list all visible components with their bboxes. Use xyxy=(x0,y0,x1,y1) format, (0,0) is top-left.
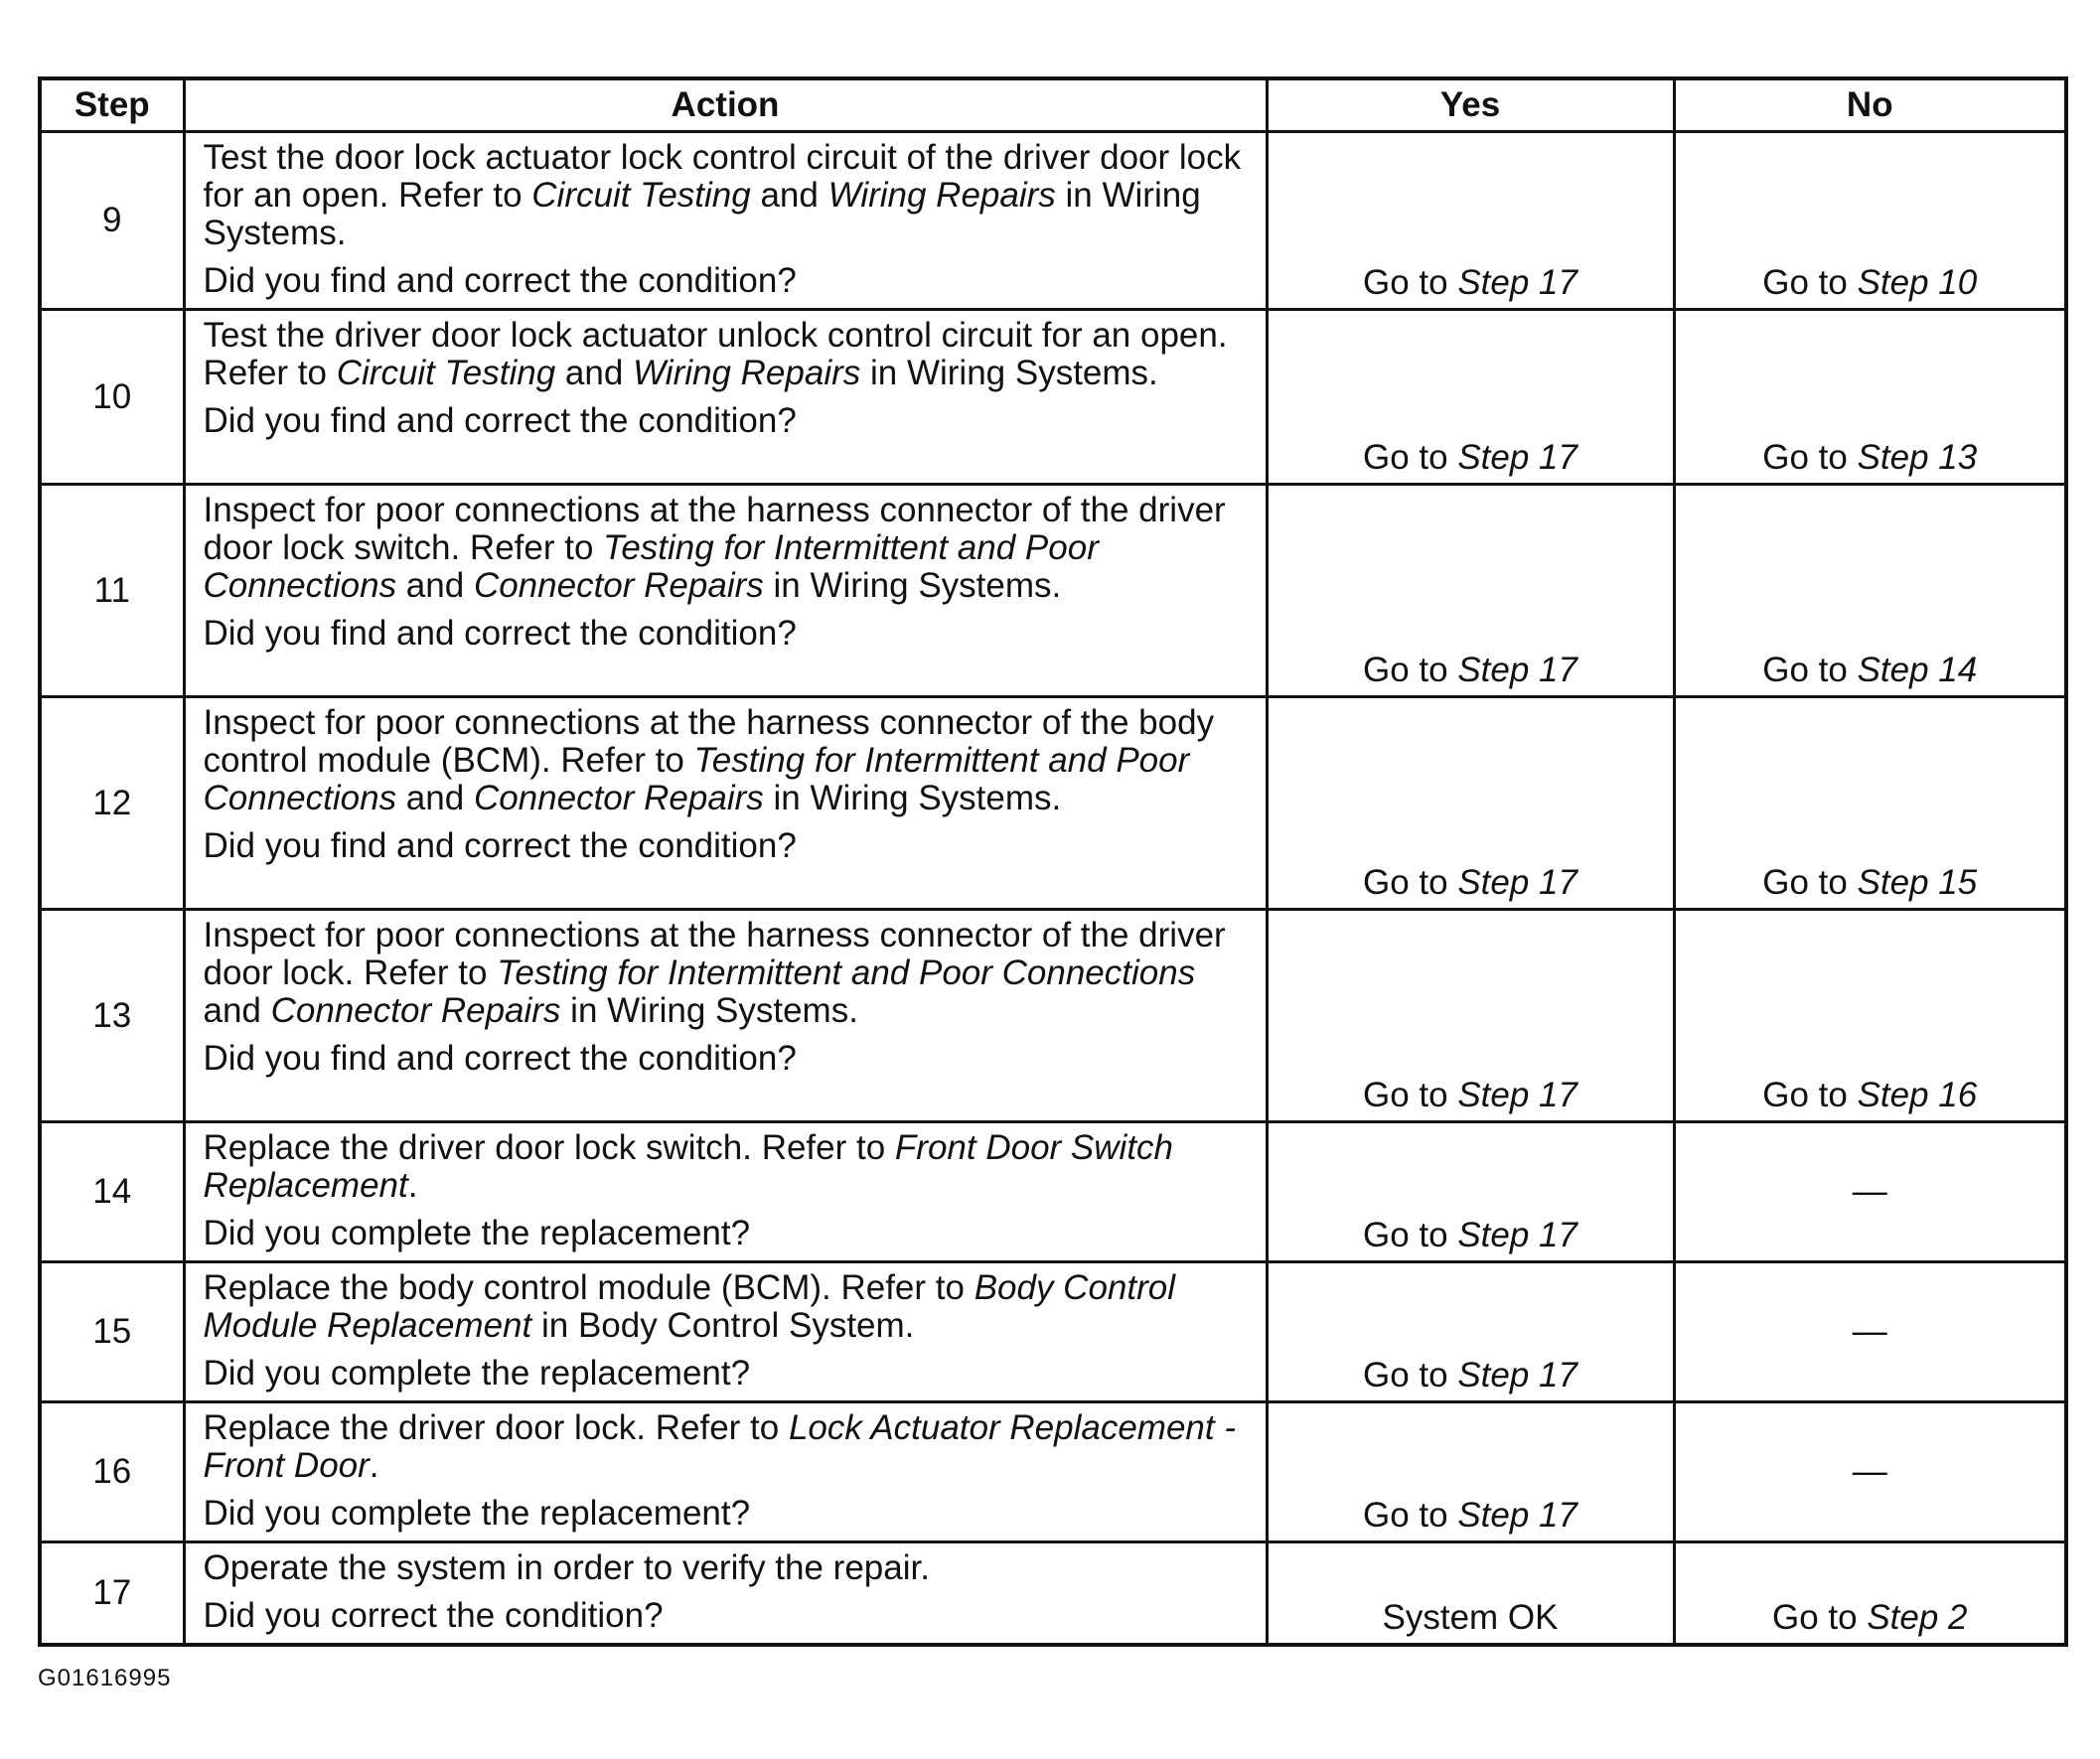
goto-text: Go to xyxy=(1762,1076,1858,1114)
action-cell xyxy=(184,1262,1267,1402)
goto-step-ref: Step 10 xyxy=(1857,263,1978,302)
table-row xyxy=(40,1402,2066,1542)
action-cell xyxy=(184,1122,1267,1262)
action-question: Did you complete the replacement? xyxy=(203,1494,751,1533)
action-cell xyxy=(184,310,1267,485)
instruction-text: Replace the body control module (BCM). Refer to xyxy=(203,1268,975,1307)
reference-link-text: Connector Repairs xyxy=(473,779,764,817)
reference-link-text: Wiring Repairs xyxy=(827,176,1056,215)
reference-link-text: Front Door Switch Replacement xyxy=(203,1128,1174,1205)
yes-outcome xyxy=(1267,1122,1674,1262)
instruction-text: . xyxy=(407,1166,418,1205)
no-outcome xyxy=(1674,1542,2066,1646)
instruction-text: in Wiring Systems. xyxy=(203,176,1201,252)
instruction-text: in Body Control System. xyxy=(531,1306,915,1345)
goto-step-ref: Step 2 xyxy=(1867,1598,1968,1637)
instruction-text: and xyxy=(396,566,474,605)
action-question: Did you correct the condition? xyxy=(203,1596,664,1635)
yes-outcome xyxy=(1267,1542,1674,1646)
action-instruction xyxy=(204,1269,1254,1345)
step-number: 16 xyxy=(40,1402,184,1542)
header-action: Action xyxy=(184,78,1267,132)
action-cell xyxy=(184,1402,1267,1542)
action-instruction xyxy=(204,1549,1254,1587)
reference-link-text: Circuit Testing xyxy=(336,354,556,392)
no-outcome xyxy=(1674,1122,2066,1262)
outcome-text: System OK xyxy=(1382,1598,1559,1637)
reference-link-text: Circuit Testing xyxy=(531,176,751,215)
header-yes: Yes xyxy=(1267,78,1674,132)
reference-link-text: Testing for Intermittent and Poor Connections xyxy=(203,741,1190,817)
table-row xyxy=(40,1542,2066,1646)
header-row xyxy=(40,78,2066,132)
goto-step-ref: Step 17 xyxy=(1457,1496,1577,1535)
goto-step-ref: Step 14 xyxy=(1857,651,1978,689)
goto-text: Go to xyxy=(1363,438,1458,477)
step-number: 17 xyxy=(40,1542,184,1646)
instruction-text: Replace the driver door lock switch. Refer to xyxy=(203,1128,895,1167)
goto-step-ref: Step 17 xyxy=(1457,651,1577,689)
action-instruction xyxy=(204,917,1254,1030)
action-instruction xyxy=(204,704,1254,817)
goto-step-ref: Step 17 xyxy=(1457,1356,1577,1394)
no-outcome xyxy=(1674,697,2066,910)
step-number: 14 xyxy=(40,1122,184,1262)
yes-outcome xyxy=(1267,1262,1674,1402)
table-row xyxy=(40,485,2066,697)
header-no: No xyxy=(1674,78,2066,132)
action-question: Did you complete the replacement? xyxy=(203,1214,751,1252)
no-outcome xyxy=(1674,1262,2066,1402)
goto-text: Go to xyxy=(1363,651,1458,689)
table-row xyxy=(40,697,2066,910)
step-number: 11 xyxy=(40,485,184,697)
yes-outcome xyxy=(1267,310,1674,485)
instruction-text: Operate the system in order to verify the repair. xyxy=(203,1548,930,1587)
header-step: Step xyxy=(40,78,184,132)
no-outcome xyxy=(1674,310,2066,485)
action-cell xyxy=(184,132,1267,310)
instruction-text: and xyxy=(555,354,634,392)
yes-outcome xyxy=(1267,910,1674,1122)
yes-outcome xyxy=(1267,697,1674,910)
table-row xyxy=(40,910,2066,1122)
goto-text: Go to xyxy=(1363,1076,1458,1114)
instruction-text: in Wiring Systems. xyxy=(763,779,1062,817)
action-cell xyxy=(184,910,1267,1122)
action-instruction xyxy=(204,317,1254,392)
instruction-text: in Wiring Systems. xyxy=(860,354,1158,392)
instruction-text: Inspect for poor connections at the harness connector of the driver door lock switch. Refer to xyxy=(203,491,1226,567)
goto-step-ref: Step 15 xyxy=(1857,863,1978,902)
action-instruction xyxy=(204,492,1254,605)
action-question: Did you find and correct the condition? xyxy=(203,261,797,300)
goto-step-ref: Step 17 xyxy=(1457,1216,1577,1254)
action-cell xyxy=(184,1542,1267,1646)
goto-step-ref: Step 17 xyxy=(1457,263,1577,302)
goto-text: Go to xyxy=(1762,651,1858,689)
reference-link-text: Wiring Repairs xyxy=(633,354,861,392)
figure-id: G01616995 xyxy=(38,1665,172,1691)
goto-text: Go to xyxy=(1363,1356,1458,1394)
diagnostic-table xyxy=(38,76,2068,1647)
step-number: 13 xyxy=(40,910,184,1122)
no-action-dash: — xyxy=(1852,1172,1887,1211)
action-question: Did you find and correct the condition? xyxy=(203,614,797,653)
instruction-text: and xyxy=(396,779,474,817)
action-instruction xyxy=(204,139,1254,252)
no-action-dash: — xyxy=(1852,1312,1887,1351)
goto-step-ref: Step 17 xyxy=(1457,1076,1577,1114)
reference-link-text: Testing for Intermittent and Poor Connections xyxy=(497,953,1196,992)
table-row xyxy=(40,310,2066,485)
step-number: 9 xyxy=(40,132,184,310)
instruction-text: and xyxy=(750,176,828,215)
no-outcome xyxy=(1674,485,2066,697)
yes-outcome xyxy=(1267,1402,1674,1542)
step-number: 12 xyxy=(40,697,184,910)
goto-text: Go to xyxy=(1363,863,1458,902)
yes-outcome xyxy=(1267,485,1674,697)
goto-text: Go to xyxy=(1762,438,1858,477)
goto-text: Go to xyxy=(1363,1496,1458,1535)
instruction-text: . xyxy=(369,1446,379,1485)
action-question: Did you find and correct the condition? xyxy=(203,401,797,440)
goto-text: Go to xyxy=(1363,1216,1458,1254)
instruction-text: in Wiring Systems. xyxy=(763,566,1062,605)
reference-link-text: Lock Actuator Replacement - Front Door xyxy=(203,1408,1236,1485)
action-cell xyxy=(184,485,1267,697)
reference-link-text: Connector Repairs xyxy=(473,566,764,605)
goto-step-ref: Step 17 xyxy=(1457,438,1577,477)
reference-link-text: Connector Repairs xyxy=(270,991,561,1030)
goto-step-ref: Step 17 xyxy=(1457,863,1577,902)
action-instruction xyxy=(204,1129,1254,1205)
reference-link-text: Body Control Module Replacement xyxy=(203,1268,1176,1345)
table-body xyxy=(40,132,2066,1646)
reference-link-text: Testing for Intermittent and Poor Connections xyxy=(203,528,1099,605)
goto-text: Go to xyxy=(1363,263,1458,302)
step-number: 15 xyxy=(40,1262,184,1402)
yes-outcome xyxy=(1267,132,1674,310)
instruction-text: Inspect for poor connections at the harness connector of the body control module (BCM). Refer to xyxy=(203,703,1215,780)
no-outcome xyxy=(1674,1402,2066,1542)
goto-step-ref: Step 13 xyxy=(1857,438,1978,477)
instruction-text: Inspect for poor connections at the harness connector of the driver door lock. Refer to xyxy=(203,916,1226,992)
instruction-text: Test the driver door lock actuator unlock control circuit for an open. Refer to xyxy=(203,316,1228,392)
table-row xyxy=(40,1262,2066,1402)
instruction-text: and xyxy=(203,991,271,1030)
no-outcome xyxy=(1674,910,2066,1122)
goto-text: Go to xyxy=(1771,1598,1868,1637)
goto-text: Go to xyxy=(1762,863,1858,902)
action-instruction xyxy=(204,1409,1254,1485)
instruction-text: Test the door lock actuator lock control circuit of the driver door lock for an open. Refer to xyxy=(203,138,1242,215)
goto-text: Go to xyxy=(1762,263,1858,302)
goto-step-ref: Step 16 xyxy=(1857,1076,1978,1114)
instruction-text: in Wiring Systems. xyxy=(560,991,858,1030)
no-outcome xyxy=(1674,132,2066,310)
table-row xyxy=(40,132,2066,310)
action-question: Did you complete the replacement? xyxy=(203,1354,751,1393)
step-number: 10 xyxy=(40,310,184,485)
action-question: Did you find and correct the condition? xyxy=(203,1039,797,1078)
action-cell xyxy=(184,697,1267,910)
table-row xyxy=(40,1122,2066,1262)
action-question: Did you find and correct the condition? xyxy=(203,826,797,865)
no-action-dash: — xyxy=(1852,1452,1887,1491)
instruction-text: Replace the driver door lock. Refer to xyxy=(203,1408,789,1447)
